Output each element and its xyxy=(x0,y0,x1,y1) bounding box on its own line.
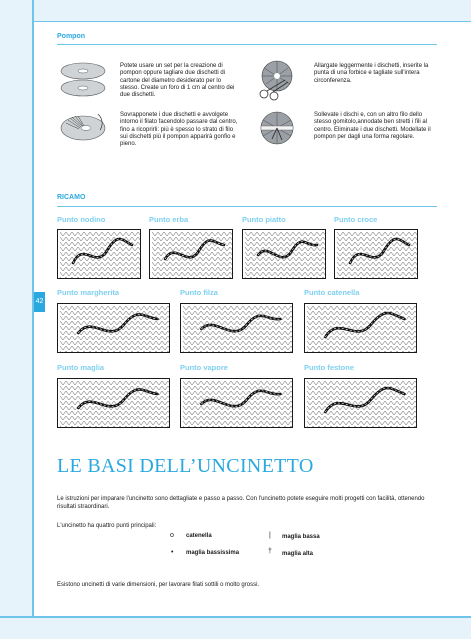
stitch-label-croce: Punto croce xyxy=(334,215,378,224)
knit-swatch xyxy=(181,304,293,353)
stitch-image-catenella xyxy=(304,303,417,353)
top-margin-band xyxy=(0,0,471,22)
section-title-ricamo: RICAMO xyxy=(57,194,86,201)
left-margin-band xyxy=(0,0,34,639)
crochet-closing: Esistono uncinetti di varie dimensioni, per lavorare filati sottili o molto grossi. xyxy=(57,582,260,588)
stitch-image-piatto xyxy=(242,229,326,279)
knit-swatch xyxy=(58,230,141,279)
stitch-image-croce xyxy=(334,229,418,279)
knit-swatch xyxy=(150,230,233,279)
knit-texture xyxy=(183,306,293,353)
scissors-cut-icon xyxy=(252,58,302,102)
knit-texture xyxy=(307,381,417,428)
knit-swatch xyxy=(305,304,417,353)
pompon-step-2: Allargate leggermente i dischetti, inserite la punta di una forbice e tagliate sull'intera circonferenza. xyxy=(314,63,429,84)
stitch-label-festone: Punto festone xyxy=(304,363,354,372)
section-rule xyxy=(57,206,437,207)
knit-swatch xyxy=(58,304,170,353)
section-title-pompon: Pompon xyxy=(57,33,85,40)
stitch-image-nodino xyxy=(57,229,141,279)
maglia-bassissima-label: maglia bassissima xyxy=(186,550,240,556)
stitch-label-catenella: Punto catenella xyxy=(304,288,360,297)
catenella-label: catenella xyxy=(186,533,212,539)
crochet-intro: Le istruzioni per imparare l'uncinetto sono dettagliate e passo a passo. Con l'uncinetto potete eseguire molti progetti con facilità, ottenendo risultati straordinari. xyxy=(57,496,425,510)
knit-swatch xyxy=(58,379,170,428)
wrapping-yarn-icon xyxy=(58,106,108,150)
pompon-step-1: Potete usare un set per la creazione di pompon oppure tagliare due dischetti di cartone del diametro desiderato per lo stesso. Create un foro di 1 cm al centro dei due dischetti. xyxy=(120,63,235,99)
maglia-alta-label: maglia alta xyxy=(282,551,314,557)
stitch-label-margherita: Punto margherita xyxy=(57,288,120,297)
stitch-label-filza: Punto filza xyxy=(180,288,218,297)
bottom-margin-band xyxy=(0,616,471,639)
stitch-image-vapore xyxy=(180,378,293,428)
crochet-stitches-intro: L'uncinetto ha quattro punti principali: xyxy=(57,523,157,529)
stitch-image-erba xyxy=(149,229,233,279)
section-rule xyxy=(57,44,437,45)
knit-texture xyxy=(60,381,170,428)
stitch-image-filza xyxy=(180,303,293,353)
stitch-image-festone xyxy=(304,378,417,428)
stitch-label-maglia: Punto maglia xyxy=(57,363,105,372)
stitch-label-vapore: Punto vapore xyxy=(180,363,228,372)
knit-texture xyxy=(183,381,293,428)
crochet-title: LE BASI DELL’UNCINETTO xyxy=(57,455,314,477)
stitch-image-maglia xyxy=(57,378,170,428)
maglia-bassa-label: maglia bassa xyxy=(282,534,320,540)
stitch-label-nodino: Punto nodino xyxy=(57,215,106,224)
knit-texture xyxy=(60,306,170,353)
stitch-label-erba: Punto erba xyxy=(149,215,189,224)
knit-texture xyxy=(307,306,417,353)
pompon-step-4: Sollevate i dischi e, con un altro filo dello stesso gomitolo,annodate ben stretti i fili al centro. Eliminate i due dischetti. Modellate il pompon per dagli una forma regolare. xyxy=(314,112,431,140)
catenella-symbol: o xyxy=(170,532,174,539)
page-number-tab: 42 xyxy=(34,292,45,312)
stitch-image-margherita xyxy=(57,303,170,353)
stitch-label-piatto: Punto piatto xyxy=(242,215,286,224)
knit-swatch xyxy=(243,230,326,279)
cardboard-discs-icon xyxy=(58,58,108,102)
pompon-step-3: Sovrapponete i due dischetti e avvolgete intorno il filato facendolo passare dal centro, fino a ricoprirli: più è spesso lo strato di filo sui dischetti più il pompon apparirà gonfio e pieno. xyxy=(120,112,238,148)
maglia-bassa-symbol: | xyxy=(269,532,271,539)
maglia-alta-symbol: † xyxy=(268,548,272,555)
tie-center-icon xyxy=(252,106,302,150)
knit-swatch xyxy=(181,379,293,428)
knit-swatch xyxy=(305,379,417,428)
maglia-bassissima-symbol: • xyxy=(171,549,174,556)
knit-swatch xyxy=(335,230,418,279)
